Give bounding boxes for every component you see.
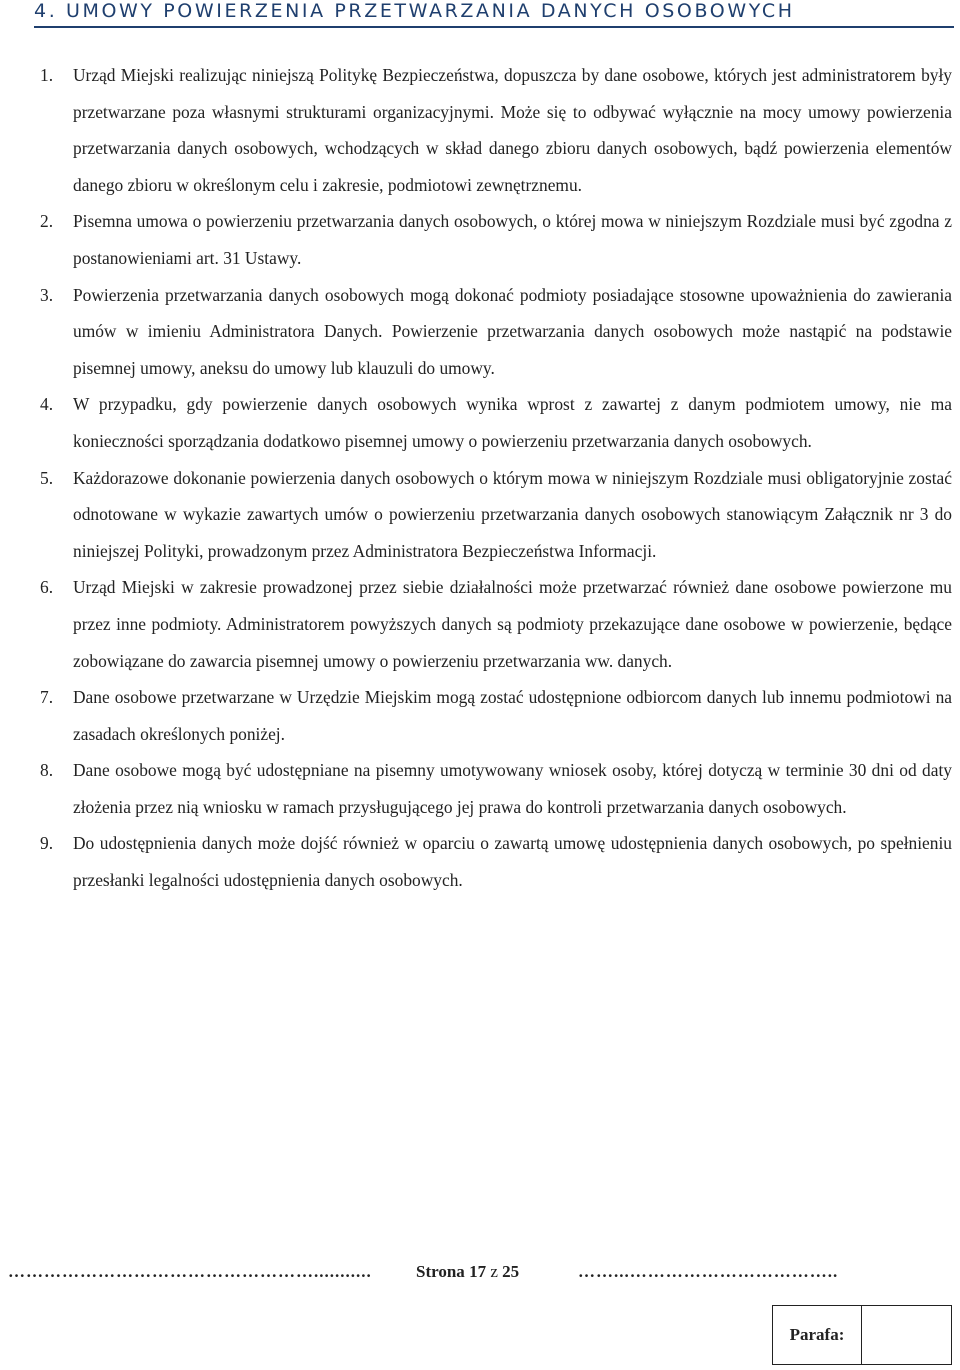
section-heading: 4. UMOWY POWIERZENIA PRZETWARZANIA DANYCH OSOBOWYCH bbox=[34, 0, 954, 28]
list-item bbox=[40, 752, 952, 825]
list-item bbox=[40, 569, 952, 679]
list-item bbox=[40, 57, 952, 203]
item-number: 4. bbox=[40, 394, 54, 415]
item-text: Powierzenia przetwarzania danych osobowych mogą dokonać podmioty posiadające stosowne upoważnienia do zawierania umów w imieniu Administratora Danych. Powierzenie przetwarzania danych osobowych może nastąpić na podstawie pisemnej umowy, aneksu do umowy lub klauzuli do umowy. bbox=[73, 284, 952, 378]
list-item bbox=[40, 277, 952, 387]
list-item bbox=[40, 386, 952, 459]
page-total: 25 bbox=[502, 1262, 520, 1281]
initials-box bbox=[772, 1305, 952, 1365]
item-number: 2. bbox=[40, 211, 54, 232]
item-number: 5. bbox=[40, 467, 54, 488]
footer-dots-left: ……………………………………………........... bbox=[8, 1262, 372, 1281]
item-number: 3. bbox=[40, 284, 54, 305]
item-text: Do udostępnienia danych może dojść również w oparciu o zawartą umowę udostępnienia danych osobowych, po spełnieniu przesłanki legalności udostępnienia danych osobowych. bbox=[73, 833, 952, 891]
item-text: Urząd Miejski realizując niniejszą Politykę Bezpieczeństwa, dopuszcza by dane osobowe, których jest administratorem były przetwarzane poza własnymi strukturami organizacyjnymi. Może się to odbywać wyłącznie na mocy umowy powierzenia przetwarzania danych osobowych, wchodzących w skład danego zbioru danych osobowych, bądź powierzenia elementów danego zbioru w określonym celu i zakresie, podmiotowi zewnętrznemu. bbox=[73, 65, 952, 195]
page-of: z bbox=[486, 1262, 503, 1281]
item-text: Dane osobowe przetwarzane w Urzędzie Miejskim mogą zostać udostępnione odbiorcom danych lub innemu podmiotowi na zasadach określonych poniżej. bbox=[73, 687, 952, 744]
item-text: Urząd Miejski w zakresie prowadzonej przez siebie działalności może przetwarzać również dane osobowe powierzone mu przez inne podmioty. Administratorem powyższych danych są podmioty przekazujące dane osobowe w powierzenie, będące zobowiązane do zawarcia pisemnej umowy o powierzeniu przetwarzania ww. danych. bbox=[73, 577, 952, 671]
item-number: 6. bbox=[40, 577, 54, 598]
page-number bbox=[416, 1262, 519, 1282]
initials-label: Parafa: bbox=[773, 1306, 862, 1364]
list-item bbox=[40, 825, 952, 898]
numbered-list bbox=[40, 57, 952, 899]
item-text: W przypadku, gdy powierzenie danych osobowych wynika wprost z zawartej z danym podmiotem umowy, nie ma konieczności sporządzania dodatkowo pisemnej umowy o powierzeniu przetwarzania danych osobowych. bbox=[73, 394, 952, 451]
item-number: 9. bbox=[40, 833, 54, 854]
item-number: 8. bbox=[40, 760, 54, 781]
item-number: 7. bbox=[40, 687, 54, 708]
footer-dots-right: ……...…………………………….. bbox=[578, 1262, 839, 1281]
list-item bbox=[40, 460, 952, 570]
item-text: Dane osobowe mogą być udostępniane na pisemny umotywowany wniosek osoby, której dotyczą w terminie 30 dni od daty złożenia przez nią wniosku w ramach przysługującego jej prawa do kontroli przetwarzania danych osobowych. bbox=[73, 760, 952, 817]
item-number: 1. bbox=[40, 65, 54, 85]
page-current: 17 bbox=[469, 1262, 487, 1281]
list-item bbox=[40, 679, 952, 752]
list-item bbox=[40, 203, 952, 276]
item-text: Każdorazowe dokonanie powierzenia danych osobowych o którym mowa w niniejszym Rozdziale musi obligatoryjnie zostać odnotowane w wykazie zawartych umów o powierzeniu przetwarzania danych osobowych stanowiącym Załącznik nr 3 do niniejszej Polityki, prowadzonym przez Administratora Bezpieczeństwa Informacji. bbox=[73, 467, 952, 561]
initials-field bbox=[862, 1306, 951, 1364]
page-prefix: Strona bbox=[416, 1262, 470, 1281]
item-text: Pisemna umowa o powierzeniu przetwarzania danych osobowych, o której mowa w niniejszym Rozdziale musi być zgodna z postanowieniami art. 31 Ustawy. bbox=[73, 211, 952, 268]
